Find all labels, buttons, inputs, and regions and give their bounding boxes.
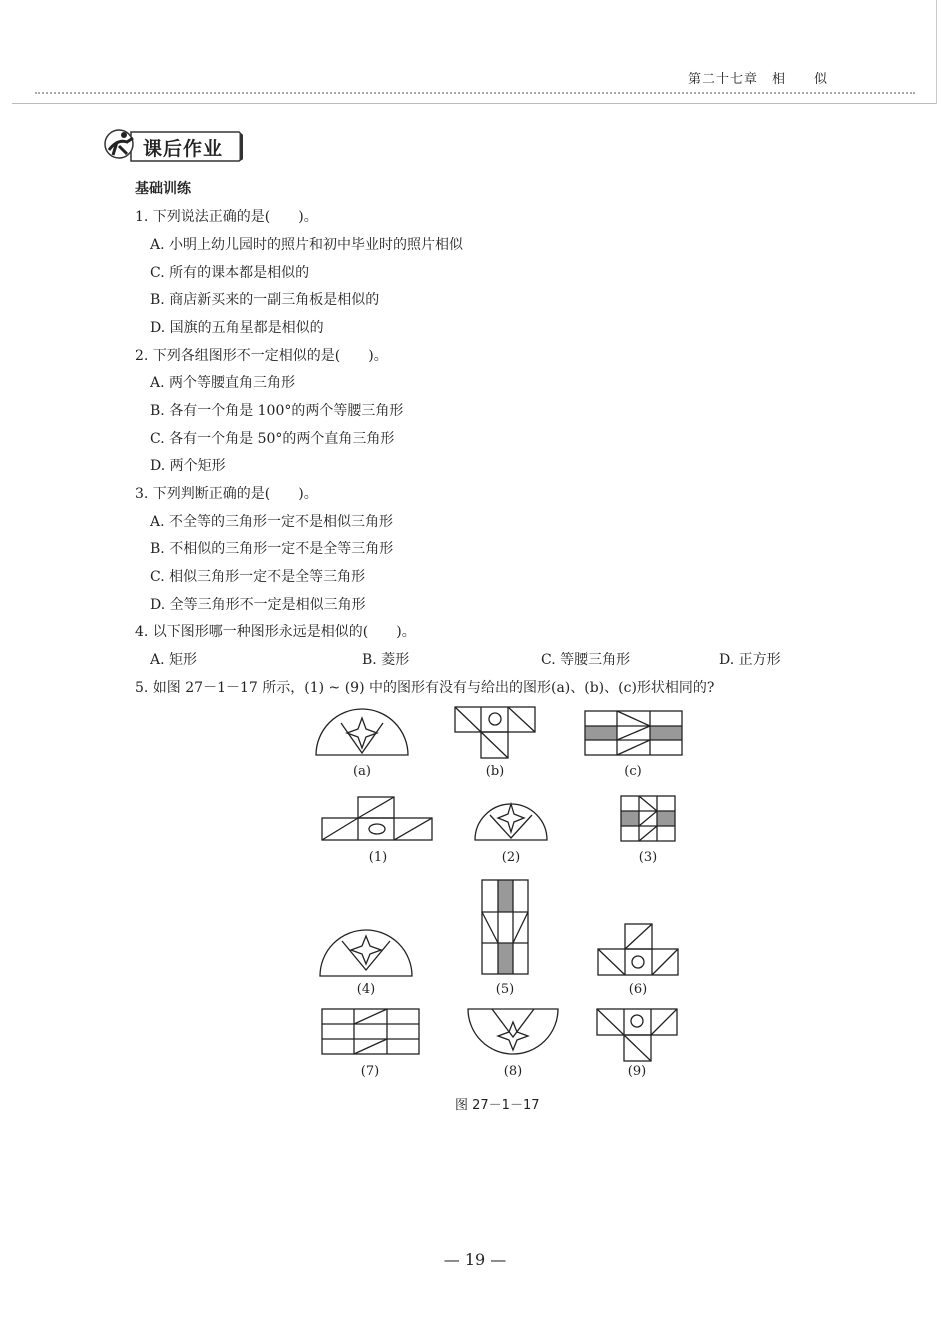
shape-b-cross [455, 707, 535, 758]
question-3-option: B. 不相似的三角形一定不是全等三角形 [150, 541, 394, 557]
shape-a-semicircle [316, 709, 408, 755]
question-3-option: D. 全等三角形不一定是相似三角形 [150, 597, 366, 613]
figure-label: (9) [627, 1064, 647, 1079]
header-dotted-divider [35, 92, 915, 94]
chapter-header: 第二十七章 相 似 [688, 72, 829, 87]
question-1-option: B. 商店新买来的一副三角板是相似的 [150, 292, 380, 308]
figure-caption: 图 27－1－17 [455, 1098, 540, 1113]
question-4-option: A. 矩形 [150, 652, 198, 668]
subsection-title: 基础训练 [135, 181, 191, 197]
question-2-option: B. 各有一个角是 100°的两个等腰三角形 [150, 403, 404, 419]
figure-label: (1) [368, 850, 388, 865]
question-3-option: C. 相似三角形一定不是全等三角形 [150, 569, 366, 585]
section-title: 课后作业 [143, 138, 224, 160]
question-2-option: D. 两个矩形 [150, 458, 226, 474]
question-1-option: A. 小明上幼儿园时的照片和初中毕业时的照片相似 [150, 237, 464, 253]
similar-shapes-figure [300, 700, 700, 1090]
question-2-option: C. 各有一个角是 50°的两个直角三角形 [150, 431, 395, 447]
figure-label: (8) [503, 1064, 523, 1079]
question-4-option: C. 等腰三角形 [541, 652, 631, 668]
question-1-option: D. 国旗的五角星都是相似的 [150, 320, 324, 336]
question-1-option: C. 所有的课本都是相似的 [150, 265, 310, 281]
question-5-stem: 5. 如图 27－1－17 所示，(1) ~ (9) 中的图形有没有与给出的图形(a)、(b)、(c)形状相同的? [135, 680, 715, 696]
question-4-option: D. 正方形 [719, 652, 781, 668]
shape-7 [322, 1009, 419, 1054]
figure-label: (5) [495, 982, 515, 997]
shape-2 [475, 804, 547, 840]
question-4-stem: 4. 以下图形哪一种图形永远是相似的( )。 [135, 624, 416, 640]
figure-label: (3) [638, 850, 658, 865]
shape-8 [468, 1009, 558, 1054]
figure-label: (6) [628, 982, 648, 997]
figure-label: (7) [360, 1064, 380, 1079]
question-3-option: A. 不全等的三角形一定不是相似三角形 [150, 514, 394, 530]
figure-label: (4) [356, 982, 376, 997]
question-1-stem: 1. 下列说法正确的是( )。 [135, 209, 318, 225]
question-2-stem: 2. 下列各组图形不一定相似的是( )。 [135, 348, 388, 364]
shape-1 [322, 797, 432, 840]
figure-label: (a) [353, 764, 371, 779]
page-edge-line [936, 0, 937, 104]
page-number: — 19 — [443, 1250, 507, 1269]
question-4-option: B. 菱形 [362, 652, 410, 668]
figure-label: (b) [485, 764, 505, 779]
figure-label: (2) [501, 850, 521, 865]
shape-6 [598, 924, 678, 975]
shape-9 [597, 1009, 677, 1061]
shape-4 [320, 930, 412, 976]
shape-3 [621, 796, 675, 841]
question-2-option: A. 两个等腰直角三角形 [150, 375, 296, 391]
shape-c-grid [585, 711, 682, 755]
header-divider [12, 103, 937, 104]
shape-5 [482, 880, 528, 974]
figure-label: (c) [624, 764, 642, 779]
question-3-stem: 3. 下列判断正确的是( )。 [135, 486, 318, 502]
